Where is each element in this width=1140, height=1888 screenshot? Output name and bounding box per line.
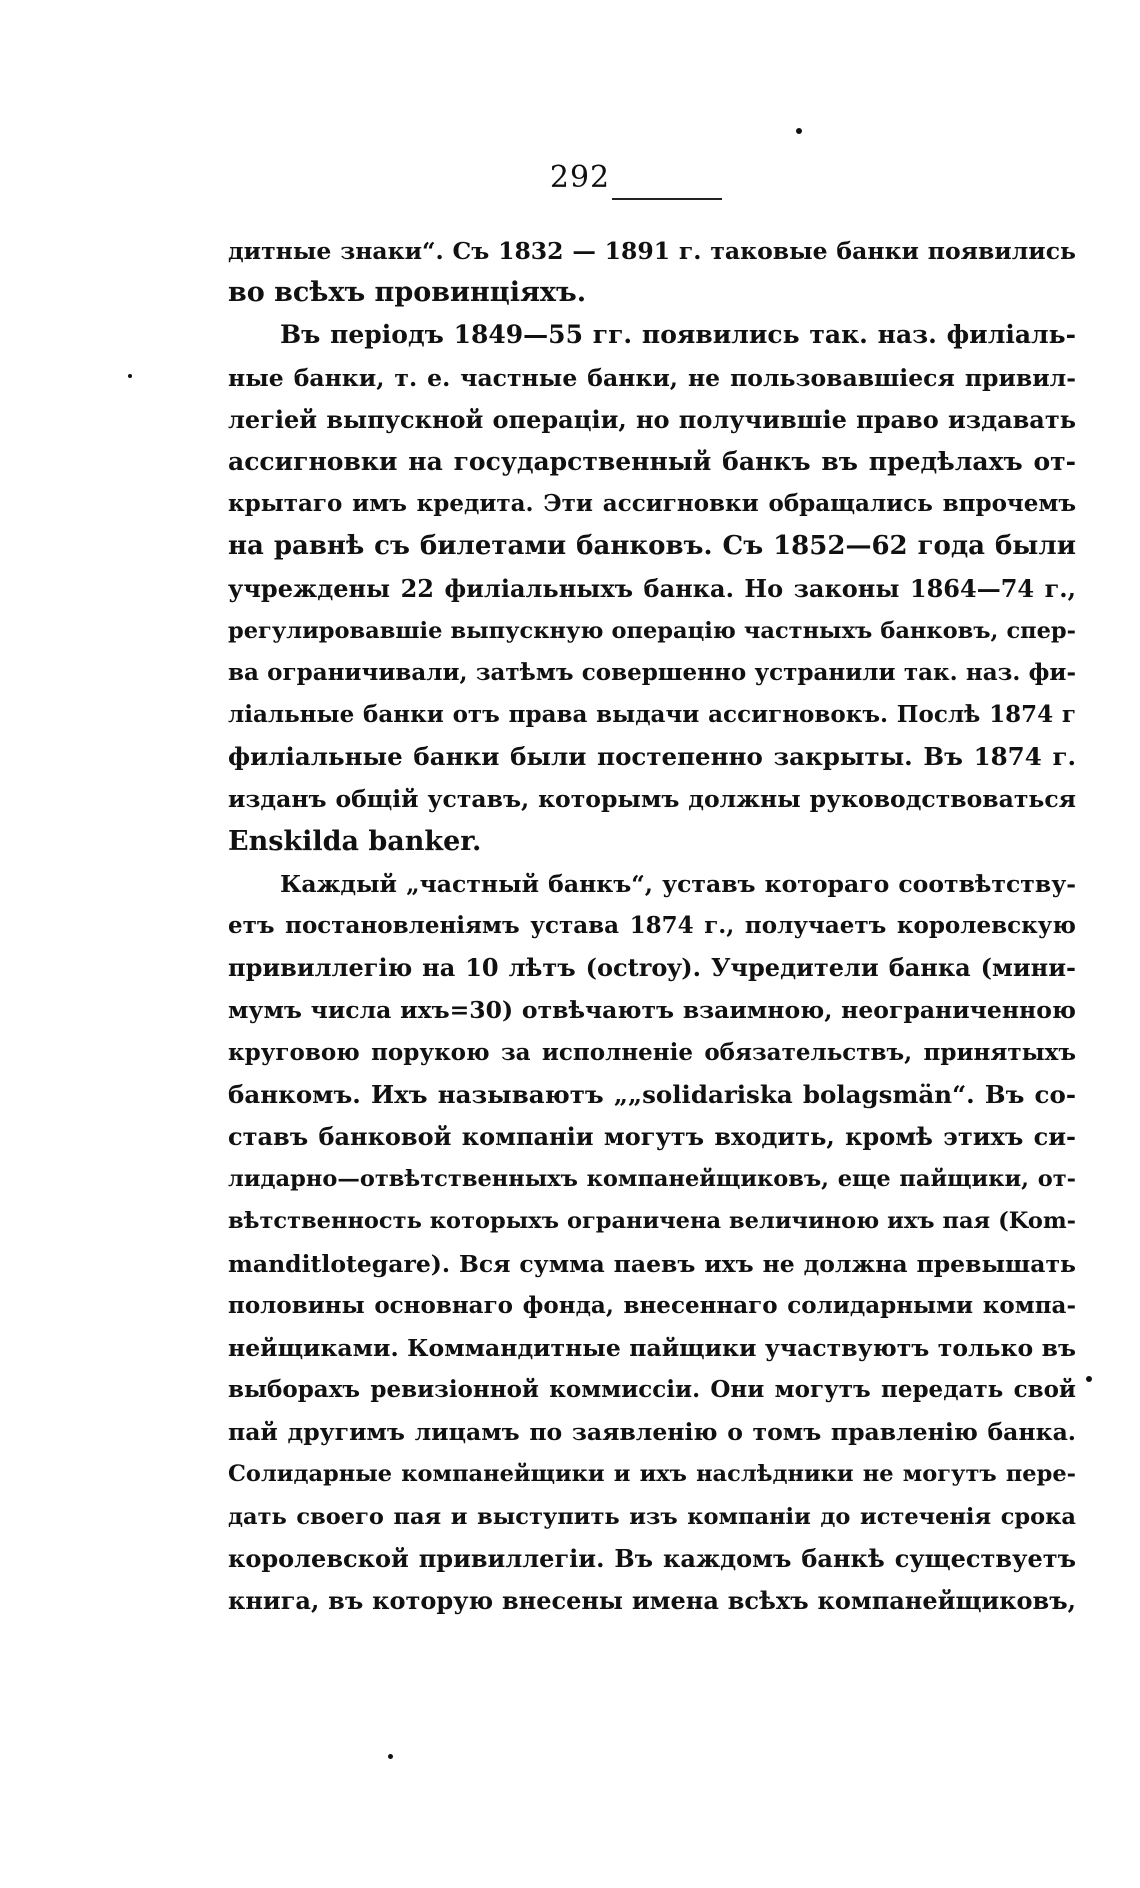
- text-line: на равнѣ съ билетами банковъ. Съ 1852—62 года были: [228, 531, 1076, 562]
- text-line: пай другимъ лицамъ по заявленію о томъ правленію банка.: [228, 1418, 1076, 1447]
- page-number: 292: [549, 160, 611, 195]
- text-line: мумъ числа ихъ=30) отвѣчаютъ взаимною, неограниченною: [228, 996, 1076, 1025]
- text-line: крытаго имъ кредита. Эти ассигновки обращались впрочемъ: [228, 490, 1076, 518]
- text-line: Солидарные компанейщики и ихъ наслѣдники не могутъ пере-: [228, 1461, 1076, 1488]
- text-line: ставъ банковой компаніи могутъ входить, кромѣ этихъ си-: [228, 1121, 1076, 1151]
- scan-speck: [1086, 1376, 1092, 1382]
- scan-speck: [388, 1754, 393, 1759]
- text-line: етъ постановленіямъ устава 1874 г., получаетъ королевскую: [228, 912, 1076, 939]
- text-line: во всѣхъ провинціяхъ.: [228, 277, 587, 309]
- text-line: привиллегію на 10 лѣтъ (octroy). Учредители банка (мини-: [228, 953, 1076, 983]
- text-line: королевской привиллегіи. Въ каждомъ банкѣ существуетъ: [228, 1543, 1076, 1573]
- text-line: лидарно—отвѣтственныхъ компанейщиковъ, еще пайщики, от-: [228, 1166, 1076, 1193]
- text-line: книга, въ которую внесены имена всѣхъ компанейщиковъ,: [228, 1586, 1076, 1615]
- text-line: регулировавшіе выпускную операцію частныхъ банковъ, спер-: [228, 617, 1076, 644]
- text-line: Въ періодъ 1849—55 гг. появились так. наз. филіаль-: [280, 320, 1076, 350]
- text-line: учреждены 22 филіальныхъ банка. Но законы 1864—74 г.,: [228, 573, 1076, 603]
- text-line: вѣтственность которыхъ ограничена величиною ихъ пая (Kom-: [228, 1208, 1076, 1235]
- text-line: ассигновки на государственный банкъ въ предѣлахъ от-: [228, 446, 1076, 476]
- text-line: Enskilda banker.: [228, 825, 482, 857]
- text-line: Каждый „частный банкъ“, уставъ котораго соотвѣтству-: [280, 869, 1076, 898]
- text-line: банкомъ. Ихъ называютъ „„solidariska bolagsmän“. Въ со-: [228, 1079, 1076, 1109]
- text-line: филіальные банки были постепенно закрыты. Въ 1874 г.: [228, 742, 1076, 772]
- text-line: половины основнаго фонда, внесеннаго солидарными компа-: [228, 1291, 1076, 1319]
- scan-speck: [796, 128, 802, 134]
- text-line: изданъ общій уставъ, которымъ должны руководствоваться: [228, 785, 1076, 814]
- header-rule: [612, 198, 722, 200]
- body-text: [228, 230, 1076, 1622]
- page-header: [0, 160, 1140, 195]
- text-line: ва ограничивали, затѣмъ совершенно устранили так. наз. фи-: [228, 658, 1076, 686]
- text-line: выборахъ ревизіонной коммиссіи. Они могутъ передать свой: [228, 1376, 1076, 1404]
- scan-speck: [128, 374, 132, 378]
- text-line: легіей выпускной операціи, но получившіе право издавать: [228, 404, 1076, 434]
- text-line: дитные знаки“. Съ 1832 — 1891 г. таковые банки появились: [228, 237, 1076, 265]
- text-line: ные банки, т. е. частные банки, не пользовавшіеся привил-: [228, 363, 1076, 392]
- text-line: нейщиками. Коммандитные пайщики участвуютъ только въ: [228, 1333, 1076, 1362]
- text-line: круговою порукою за исполненіе обязательствъ, принятыхъ: [228, 1038, 1076, 1066]
- text-line: ліальные банки отъ права выдачи ассигновокъ. Послѣ 1874 г: [228, 701, 1076, 729]
- text-line: дать своего пая и выступить изъ компаніи до истеченія срока: [228, 1503, 1076, 1530]
- text-line: manditlotegare). Вся сумма паевъ ихъ не должна превышать: [228, 1249, 1076, 1278]
